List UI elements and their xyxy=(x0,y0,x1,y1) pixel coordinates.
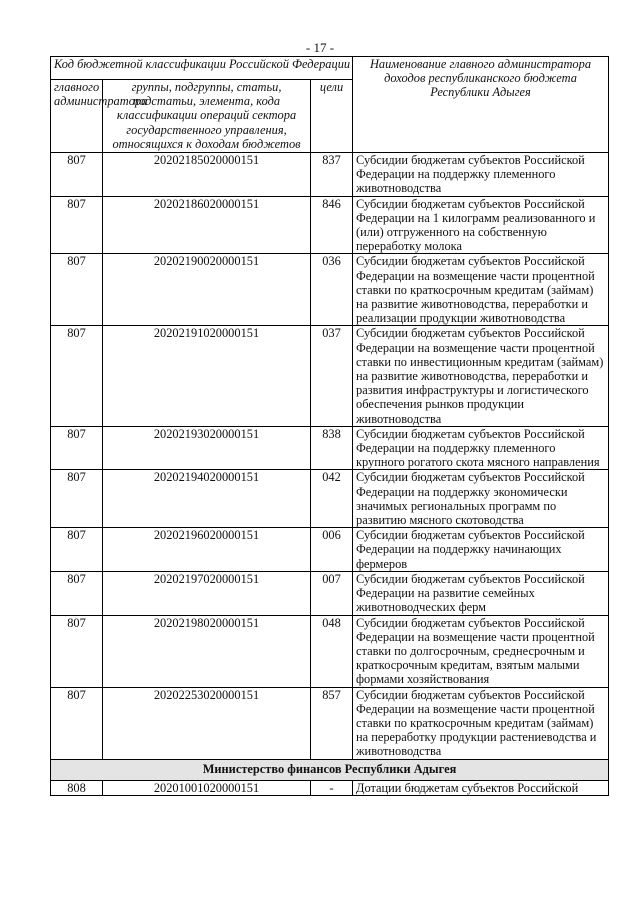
admin-code-cell: 808 xyxy=(51,780,103,795)
table-row xyxy=(51,780,609,795)
section-header-row xyxy=(51,759,609,780)
name-cell: Дотации бюджетам субъектов Российской xyxy=(353,780,609,795)
table-row xyxy=(51,196,609,254)
income-code-cell: 20201001020000151 xyxy=(103,780,311,795)
budget-classification-table xyxy=(50,56,609,796)
admin-code-cell: 807 xyxy=(51,326,103,426)
target-code-cell: 007 xyxy=(311,571,353,615)
table-row xyxy=(51,254,609,326)
target-code-cell: 048 xyxy=(311,615,353,687)
admin-code-cell: 807 xyxy=(51,615,103,687)
name-cell: Субсидии бюджетам субъектов Российской Федерации на возмещение части процентной ставки по инвестиционным кредитам (займам) на развитие животноводства, переработки и развития инфраструктуры и логистического обеспечения рынков продукции животноводства xyxy=(353,326,609,426)
header-code-group: Код бюджетной классификации Российской Федерации xyxy=(51,57,353,80)
income-code-cell: 20202194020000151 xyxy=(103,470,311,528)
page-number: - 17 - xyxy=(305,40,335,55)
admin-code-cell: 807 xyxy=(51,528,103,572)
income-code-cell: 20202186020000151 xyxy=(103,196,311,254)
target-code-cell: 838 xyxy=(311,426,353,470)
income-code-cell: 20202196020000151 xyxy=(103,528,311,572)
admin-code-cell: 807 xyxy=(51,153,103,197)
table-row xyxy=(51,615,609,687)
target-code-cell: - xyxy=(311,780,353,795)
table-row xyxy=(51,326,609,426)
target-code-cell: 036 xyxy=(311,254,353,326)
table-row xyxy=(51,153,609,197)
admin-code-cell: 807 xyxy=(51,571,103,615)
table-row xyxy=(51,426,609,470)
income-code-cell: 20202253020000151 xyxy=(103,687,311,759)
table-row xyxy=(51,528,609,572)
section-title: Министерство финансов Республики Адыгея xyxy=(51,759,609,780)
admin-code-cell: 807 xyxy=(51,470,103,528)
header-admin: главного администратора xyxy=(51,80,103,153)
target-code-cell: 037 xyxy=(311,326,353,426)
name-cell: Субсидии бюджетам субъектов Российской Федерации на 1 килограмм реализованного и (или) отгруженного на собственную переработку молока xyxy=(353,196,609,254)
name-cell: Субсидии бюджетам субъектов Российской Федерации на развитие семейных животноводческих ферм xyxy=(353,571,609,615)
admin-code-cell: 807 xyxy=(51,687,103,759)
income-code-cell: 20202193020000151 xyxy=(103,426,311,470)
header-admin-name: Наименование главного администратора доходов республиканского бюджета Республики Адыгея xyxy=(353,57,609,153)
admin-code-cell: 807 xyxy=(51,426,103,470)
name-cell: Субсидии бюджетам субъектов Российской Федерации на возмещение части процентной ставки по краткосрочным кредитам (займам) на переработку продукции растениеводства и животноводства xyxy=(353,687,609,759)
income-code-cell: 20202198020000151 xyxy=(103,615,311,687)
target-code-cell: 837 xyxy=(311,153,353,197)
name-cell: Субсидии бюджетам субъектов Российской Федерации на поддержку племенного животноводства xyxy=(353,153,609,197)
name-cell: Субсидии бюджетам субъектов Российской Федерации на возмещение части процентной ставки по краткосрочным кредитам (займам) на развитие животноводства, переработки и реализации продукции животноводства xyxy=(353,254,609,326)
admin-code-cell: 807 xyxy=(51,196,103,254)
target-code-cell: 846 xyxy=(311,196,353,254)
name-cell: Субсидии бюджетам субъектов Российской Федерации на поддержку начинающих фермеров xyxy=(353,528,609,572)
target-code-cell: 042 xyxy=(311,470,353,528)
table-row xyxy=(51,470,609,528)
table-row xyxy=(51,687,609,759)
name-cell: Субсидии бюджетам субъектов Российской Федерации на поддержку племенного крупного рогатого скота мясного направления xyxy=(353,426,609,470)
admin-code-cell: 807 xyxy=(51,254,103,326)
table-row xyxy=(51,571,609,615)
income-code-cell: 20202185020000151 xyxy=(103,153,311,197)
target-code-cell: 006 xyxy=(311,528,353,572)
header-target: цели xyxy=(311,80,353,153)
header-groups: группы, подгруппы, статьи, подстатьи, элемента, кода классификации операций сектора государственного управления, относящихся к доходам бюджетов xyxy=(103,80,311,153)
income-code-cell: 20202190020000151 xyxy=(103,254,311,326)
name-cell: Субсидии бюджетам субъектов Российской Федерации на возмещение части процентной ставки по долгосрочным, среднесрочным и краткосрочным кредитам, взятым малыми формами хозяйствования xyxy=(353,615,609,687)
target-code-cell: 857 xyxy=(311,687,353,759)
name-cell: Субсидии бюджетам субъектов Российской Федерации на поддержку экономически значимых региональных программ по развитию мясного скотоводства xyxy=(353,470,609,528)
income-code-cell: 20202197020000151 xyxy=(103,571,311,615)
income-code-cell: 20202191020000151 xyxy=(103,326,311,426)
